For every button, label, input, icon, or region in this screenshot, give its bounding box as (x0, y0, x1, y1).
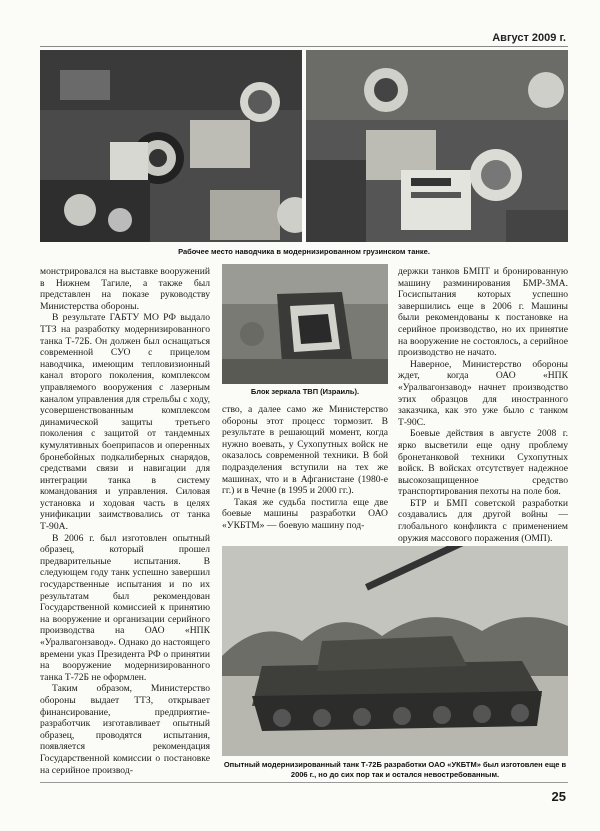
text-column-1 (40, 266, 210, 776)
paragraph: ство, а далее само же Министерство обороны этот процесс тормозит. В результате в решающий момент, когда нужно воевать, у Сухопутных войск не оказалось современной техники. В бой подразделения вступили на тех же машинах, что и в Афганистане (1980-е гг.) и в Чечне (в 1995 и 2000 гг.). (222, 404, 388, 497)
footer-rule (40, 782, 568, 783)
paragraph: БТР и БМП советской разработки создавались для другой войны — глобального конфликта с применением оружия массового поражения (ОМП). (398, 497, 568, 544)
top-photo-caption: Рабочее место наводчика в модернизированном грузинском танке. (178, 247, 430, 256)
paragraph: В результате ГАБТУ МО РФ выдало ТТЗ на разработку модернизированного танка Т-72Б. Он должен был оснащаться современной СУО с прицелом наводчика, имеющим тепловизионный канал второго поколения, комплексом управляемого вооружения с лазерным каналом управления для стрельбы с ходу, усовершенствованным комплексом динамической защиты третьего поколения с защитой от тандемных кумулятивных боеприпасов и оперенных бронебойных подкалиберных снарядов, средствами связи и навигации для интеграции танка в систему командования и управления. Силовая установка и ходовая часть в целях унификации заимствовались от танка Т-90А. (40, 312, 210, 533)
mirror-block-photo (222, 264, 388, 384)
paragraph: держки танков БМПТ и бронированную машину разминирования БМР-3МА. Госиспытания которых успешно завершились еще в 2006 г. Машины были рекомендованы к постановке на серийное производство, но их принятие на вооружение не состоялось, а серийное производство не начато. (398, 266, 568, 359)
tank-caption: Опытный модернизированный танк Т-72Б разработки ОАО «УКБТМ» был изготовлен еще в 2006 г., но до сих пор так и остался невостребованным. (223, 760, 567, 779)
issue-header: Август 2009 г. (492, 32, 566, 44)
text-column-3 (398, 266, 568, 544)
text-column-2 (222, 404, 388, 532)
paragraph: В 2006 г. был изготовлен опытный образец, который прошел предварительные испытания. В следующем году танк успешно завершил государственные испытания и по их результатам был рекомендован Государственной комиссией к принятию на вооружение и организации серийного производства на ОАО «НПК «Уралвагонзавод». Однако до настоящего времени указ Президента РФ о принятии на вооружение модернизированного танка Т-72Б не оформлен. (40, 532, 210, 683)
paragraph: монстрировался на выставке вооружений в Нижнем Тагиле, а также был представлен на показе руководству Министерства обороны. (40, 266, 210, 312)
control-panel-photo (306, 50, 568, 242)
paragraph: Боевые действия в августе 2008 г. ярко высветили еще одну проблему бронетанковой техники Сухопутных войск. В войсках отсутствует надежное высокозащищенное средство транспортирования пехоты на поле боя. (398, 428, 568, 498)
header-rule (40, 46, 568, 47)
mirror-caption: Блок зеркала ТВП (Израиль). (250, 387, 360, 396)
paragraph: Такая же судьба постигла еще две боевые машины разработки ОАО «УКБТМ» — боевую машину под- (222, 496, 388, 531)
gunner-station-photo (40, 50, 302, 242)
page-number: 25 (551, 789, 566, 804)
tank-photo (222, 546, 568, 756)
paragraph: Наверное, Министерство обороны ждет, когда ОАО «НПК «Уралвагонзавод» начнет производство этих образцов для иностранного заказчика, как это уже было с танком Т-90С. (398, 358, 568, 428)
paragraph: Таким образом, Министерство обороны выдает ТТЗ, открывает финансирование, предприятие-разработчик изготавливает опытный образец, проводятся испытания, появляется рекомендация Государственной комиссии о постановке на серийное производ- (40, 683, 210, 776)
